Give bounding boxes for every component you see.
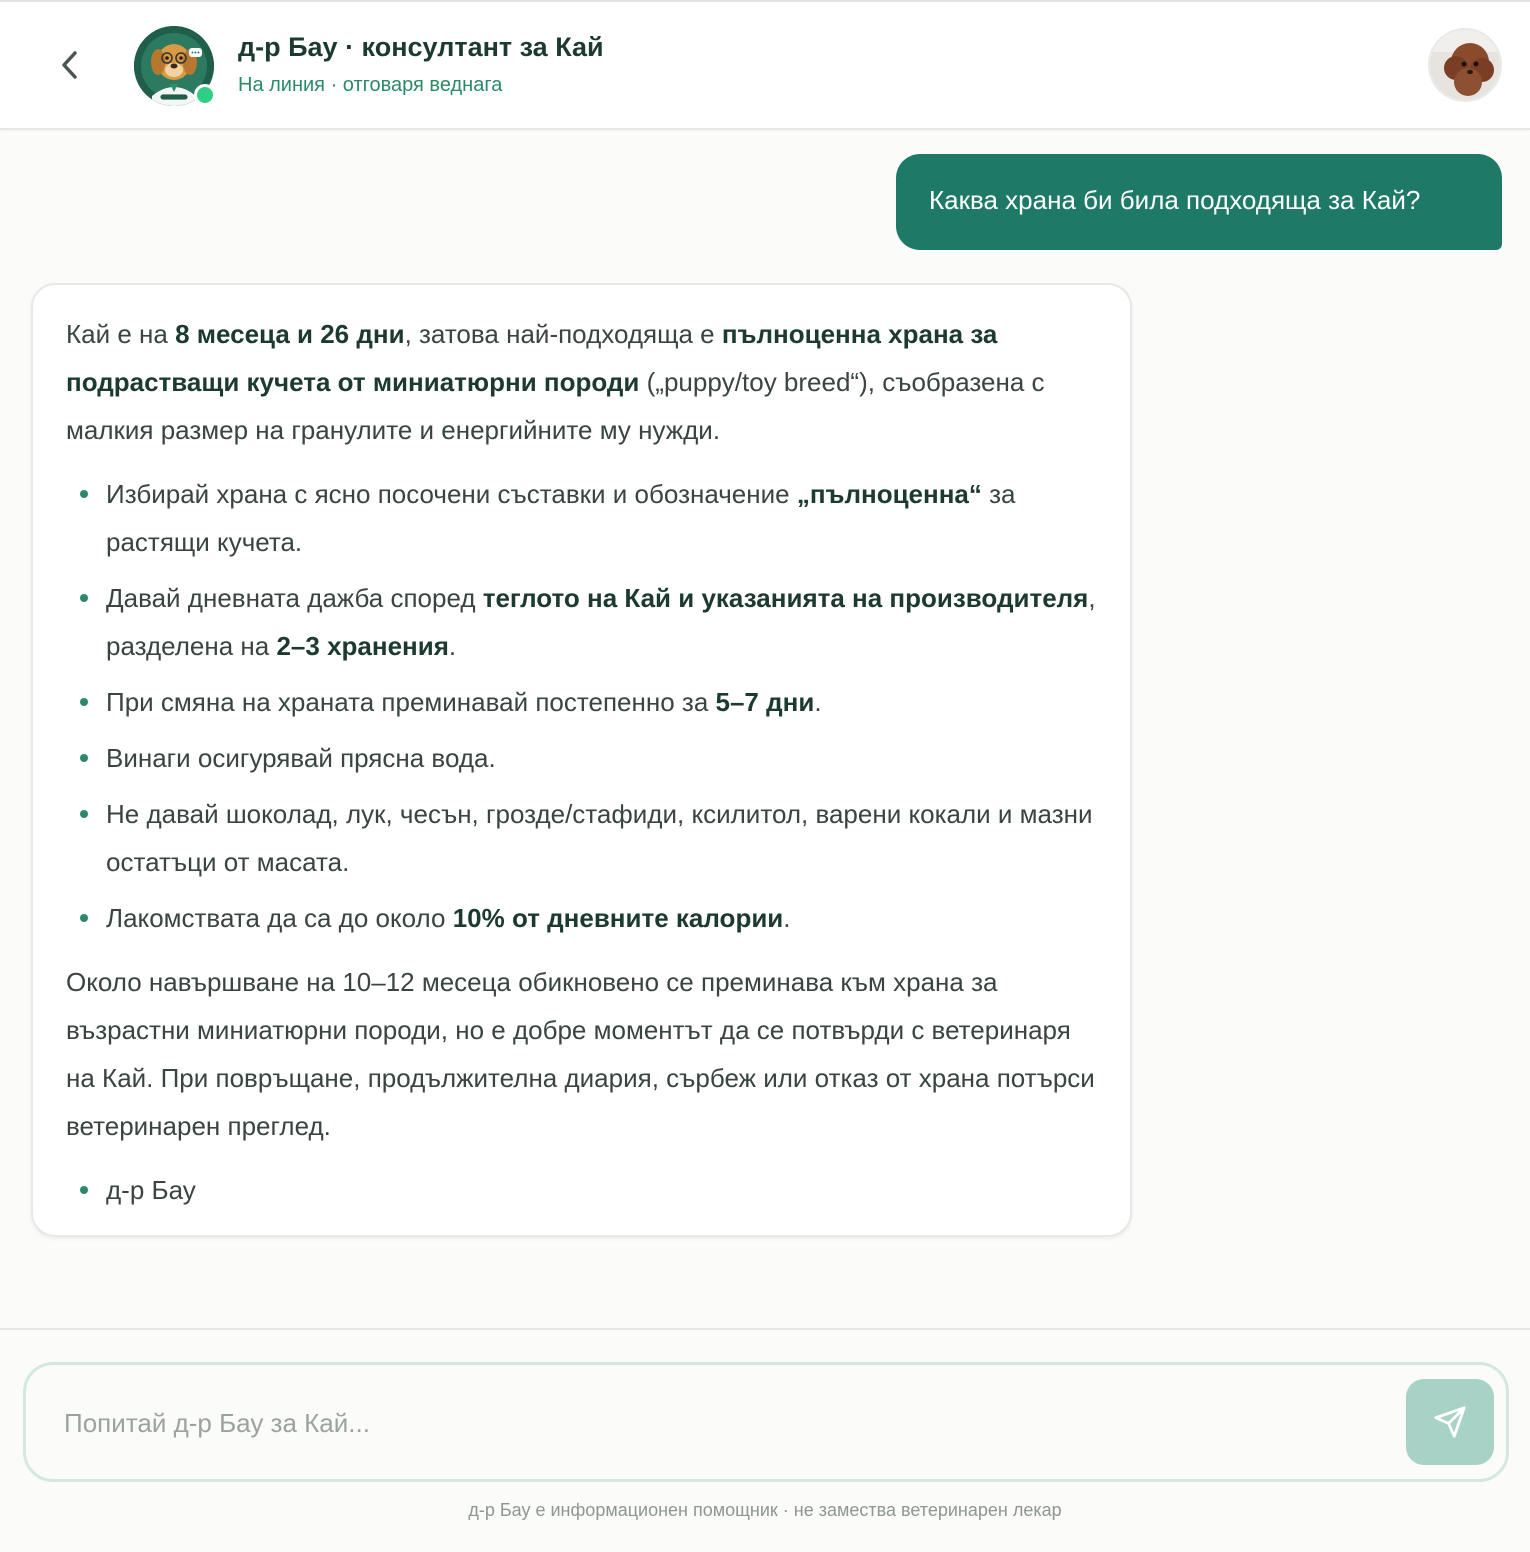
bot-message-bubble	[31, 283, 1132, 1237]
back-button[interactable]	[50, 42, 90, 88]
bot-intro-paragraph: Кай е на 8 месеца и 26 дни, затова най-подходяща е пълноценна храна за подрастващи кучета от миниатюрни породи („puppy/toy breed“), съобразена с малкия размер на гранулите и енергийните му нужди.	[66, 319, 1045, 445]
bullet-dot	[80, 1186, 88, 1194]
bullet-dot	[80, 594, 88, 602]
list-item: Избирай храна с ясно посочени съставки и обозначение „пълноценна“ за растящи кучета.	[106, 479, 1016, 557]
composer-divider	[0, 1328, 1530, 1330]
list-item: Не давай шоколад, лук, чесън, грозде/стафиди, ксилитол, варени кокали и мазни остатъци от масата.	[106, 799, 1093, 877]
list-item: Лакомствата да са до около 10% от дневните калории.	[106, 903, 791, 933]
message-input[interactable]	[62, 1393, 1386, 1453]
send-button[interactable]	[1406, 1379, 1494, 1465]
online-status-dot	[194, 84, 216, 106]
paper-plane-icon	[1433, 1405, 1467, 1439]
chat-header	[0, 2, 1530, 130]
user-message-bubble	[896, 154, 1502, 250]
disclaimer-footer: д-р Бау е информационен помощник · не замества ветеринарен лекар	[468, 1500, 1062, 1520]
bullet-dot	[80, 810, 88, 818]
chevron-left-icon	[59, 48, 81, 82]
user-message-text: Каква храна би била подходяща за Кай?	[929, 185, 1421, 215]
bot-avatar	[134, 26, 214, 106]
bullet-dot	[80, 698, 88, 706]
bullet-dot	[80, 914, 88, 922]
list-item: Давай дневната дажба според теглото на Кай и указанията на производителя, разделена на 2–3 хранения.	[106, 583, 1096, 661]
bullet-dot	[80, 754, 88, 762]
list-item: При смяна на храната преминавай постепенно за 5–7 дни.	[106, 687, 822, 717]
bot-closing-paragraph: Около навършване на 10–12 месеца обикновено се преминава към храна за възрастни миниатюрни породи, но е добре моментът да се потвърди с ветеринаря на Кай. При повръщане, продължителна диария, сърбеж или отказ от храна потърси ветеринарен преглед.	[66, 967, 1095, 1141]
list-item: Винаги осигурявай прясна вода.	[106, 743, 496, 773]
composer	[23, 1362, 1509, 1482]
bullet-dot	[80, 490, 88, 498]
chat-status: На линия · отговаря веднага	[238, 74, 503, 96]
chat-title: д-р Бау · консултант за Кай	[238, 32, 604, 62]
bot-signature: д-р Бау	[106, 1175, 196, 1205]
poodle-photo-icon	[1430, 30, 1500, 100]
user-avatar[interactable]	[1428, 28, 1502, 102]
